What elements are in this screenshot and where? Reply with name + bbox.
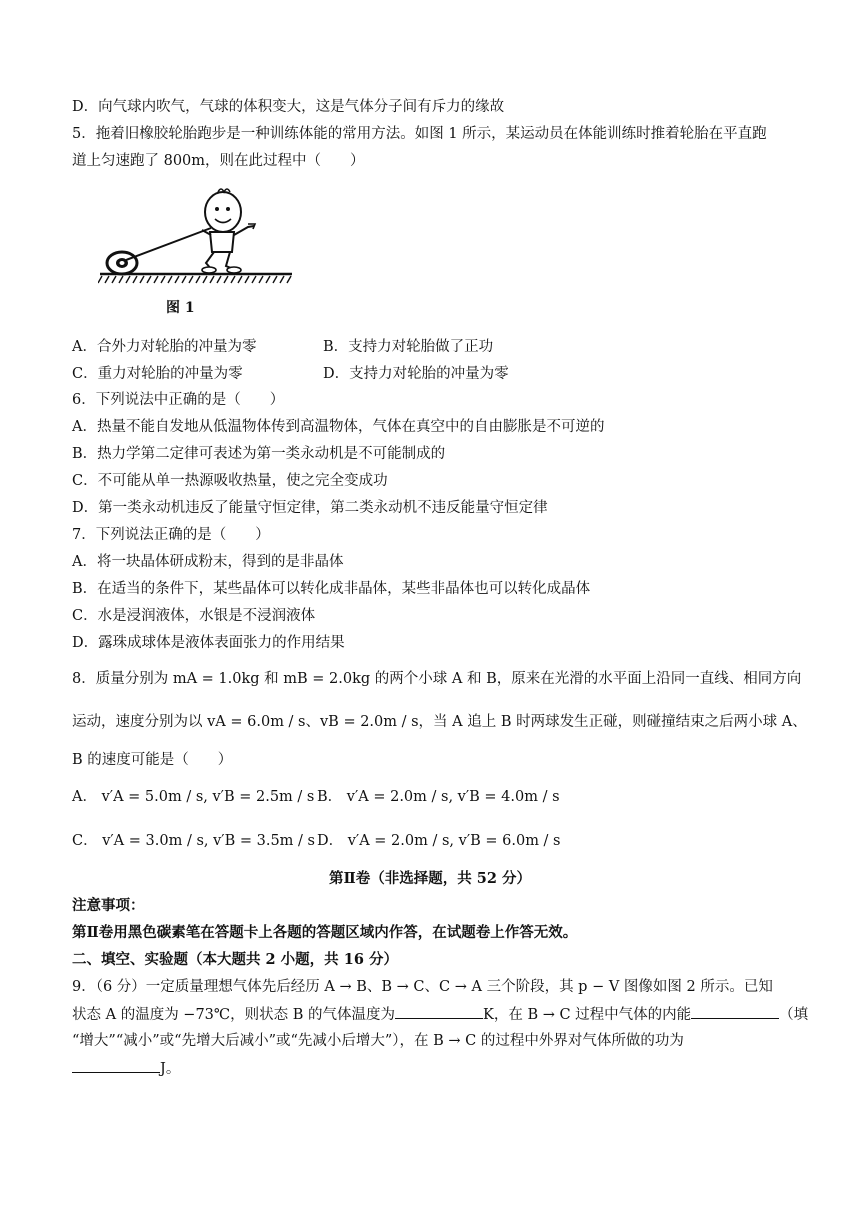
answer-blank-work[interactable]: [72, 1058, 160, 1073]
tire-runner-figure: [98, 180, 294, 322]
q8-option-a: A． v′A = 5.0m / s, v′B = 2.5m / s: [72, 789, 315, 805]
q7-option-a: A．将一块晶体研成粉末，得到的是非晶体: [72, 554, 344, 570]
q6-stem: 6．下列说法中正确的是（ ）: [72, 392, 285, 408]
q5-stem-line2: 道上匀速跑了 800m，则在此过程中（ ）: [72, 153, 365, 169]
q4-option-d: D．向气球内吹气，气球的体积变大，这是气体分子间有斥力的缘故: [72, 99, 505, 115]
q5-stem-line1: 5．拖着旧橡胶轮胎跑步是一种训练体能的常用方法。如图 1 所示，某运动员在体能训练时推着轮胎在平直跑: [72, 126, 767, 142]
q8-option-d: D． v′A = 2.0m / s, v′B = 6.0m / s: [317, 833, 561, 849]
q5-option-b: B．支持力对轮胎做了正功: [323, 339, 494, 355]
q9-line3: “增大”“减小”或“先增大后减小”或“先减小后增大”），在 B → C 的过程中外界对气体所做的功为: [72, 1033, 684, 1049]
q8-option-b: B． v′A = 2.0m / s, v′B = 4.0m / s: [317, 789, 560, 805]
q8-stem-line3: B 的速度可能是（ ）: [72, 752, 233, 768]
q7-option-c: C．水是浸润液体，水银是不浸润液体: [72, 608, 316, 624]
q9-line4-unit: J。: [160, 1061, 181, 1077]
q5-option-c: C．重力对轮胎的冲量为零: [72, 366, 243, 382]
q7-option-b: B．在适当的条件下，某些晶体可以转化成非晶体，某些非晶体也可以转化成晶体: [72, 581, 591, 597]
q9-line1: 9．（6 分）一定质量理想气体先后经历 A → B、B → C、C → A 三个阶段，其 p − V 图像如图 2 所示。已知: [72, 979, 773, 995]
q6-option-a: A．热量不能自发地从低温物体传到高温物体，气体在真空中的自由膨胀是不可逆的: [72, 419, 605, 435]
answer-blank-internal-energy[interactable]: [691, 1004, 779, 1019]
q5-option-d: D．支持力对轮胎的冲量为零: [323, 366, 509, 382]
q8-stem-line1: 8．质量分别为 mA = 1.0kg 和 mB = 2.0kg 的两个小球 A 和 B，原来在光滑的水平面上沿同一直线、相同方向: [72, 671, 802, 687]
q5-option-a: A．合外力对轮胎的冲量为零: [72, 339, 257, 355]
q9-line2: [72, 1004, 808, 1025]
notice-title: 注意事项：: [72, 897, 145, 914]
q9-line2-part2: K，在 B → C 过程中气体的内能: [483, 1007, 692, 1023]
q9-line2-part1: 状态 A 的温度为 −73℃，则状态 B 的气体温度为: [72, 1007, 395, 1023]
notice-body: 第Ⅱ卷用黑色碳素笔在答题卡上各题的答题区域内作答，在试题卷上作答无效。: [72, 924, 578, 941]
q6-option-c: C．不可能从单一热源吸收热量，使之完全变成功: [72, 473, 388, 489]
part2-heading: 第Ⅱ卷（非选择题，共 52 分）: [329, 870, 531, 887]
q6-option-b: B．热力学第二定律可表述为第一类永动机是不可能制成的: [72, 446, 446, 462]
q7-stem: 7．下列说法正确的是（ ）: [72, 527, 270, 543]
q9-line2-part3: （填: [779, 1007, 809, 1023]
q8-option-c: C． v′A = 3.0m / s, v′B = 3.5m / s: [72, 833, 315, 849]
section-heading: 二、填空、实验题（本大题共 2 小题，共 16 分）: [72, 951, 398, 968]
q8-stem-line2: 运动，速度分别为以 vA = 6.0m / s、vB = 2.0m / s，当 A 追上 B 时两球发生正碰，则碰撞结束之后两小球 A、: [72, 714, 807, 730]
figure-1-caption: 图 1: [166, 300, 195, 316]
answer-blank-temperature[interactable]: [395, 1004, 483, 1019]
q9-line4: [72, 1058, 180, 1079]
q7-option-d: D．露珠成球体是液体表面张力的作用结果: [72, 635, 345, 651]
q6-option-d: D．第一类永动机违反了能量守恒定律，第二类永动机不违反能量守恒定律: [72, 500, 548, 516]
